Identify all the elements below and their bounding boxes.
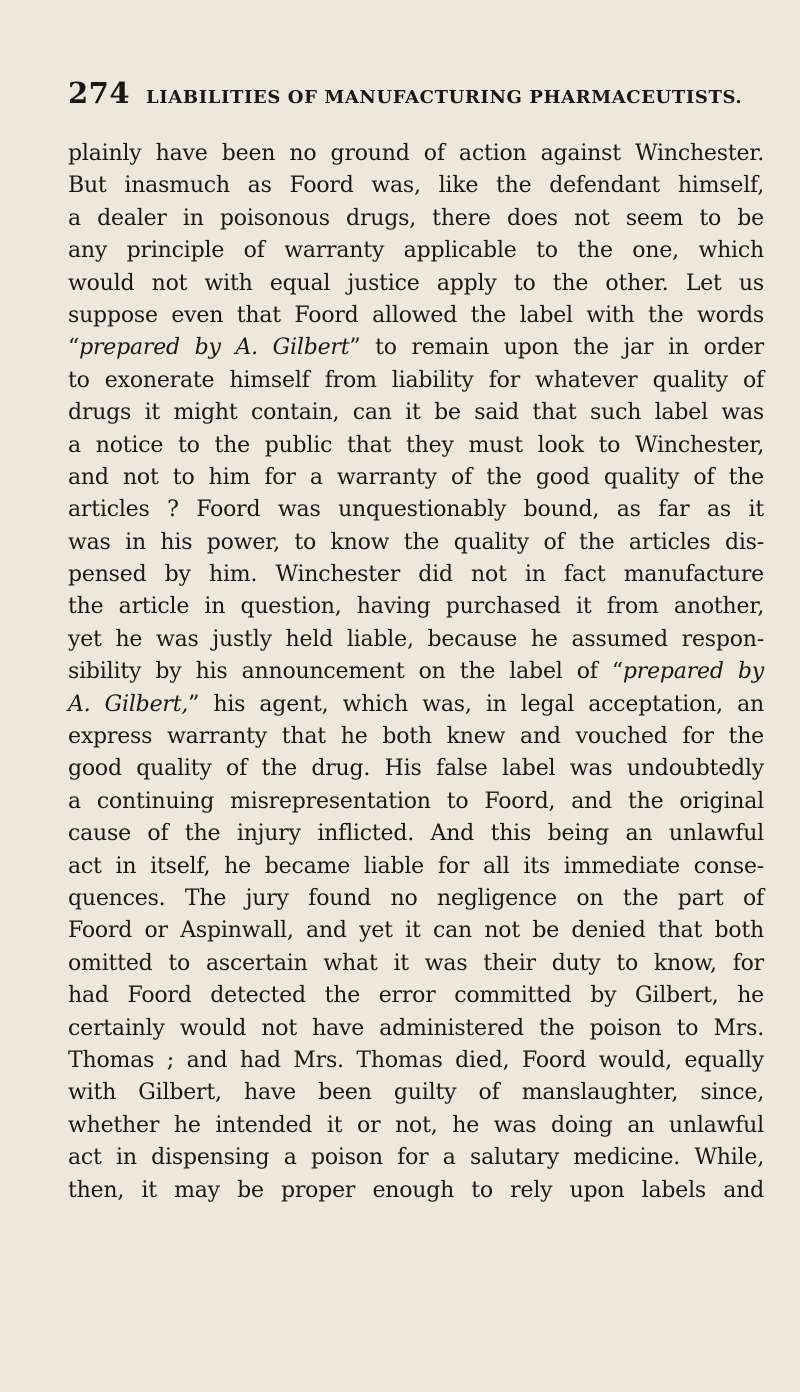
text-segment: Thomas ; and had Mrs. Thomas died, Foord would, equally — [68, 1047, 764, 1073]
text-segment: good quality of the drug. His false label was undoubtedly — [68, 756, 764, 782]
text-line — [68, 494, 764, 526]
text-line — [68, 786, 764, 818]
running-title: LIABILITIES OF MANUFACTURING PHARMACEUTISTS. — [146, 87, 743, 108]
text-line — [68, 1110, 764, 1142]
text-line — [68, 851, 764, 883]
text-segment: then, it may be proper enough to rely upon labels and — [68, 1177, 764, 1203]
body-text — [68, 138, 764, 1207]
text-segment: drugs it might contain, can it be said that such label was — [68, 400, 764, 426]
text-segment: Foord or Aspinwall, and yet it can not be denied that both — [68, 918, 764, 944]
text-segment: a dealer in poisonous drugs, there does not seem to be — [68, 205, 764, 231]
text-segment: quences. The jury found no negligence on the part of — [68, 885, 764, 911]
text-segment: would not with equal justice apply to the other. Let us — [68, 270, 764, 296]
text-segment: omitted to ascertain what it was their duty to know, for — [68, 950, 764, 976]
text-segment: certainly would not have administered the poison to Mrs. — [68, 1015, 764, 1041]
text-line — [68, 138, 764, 170]
text-segment: had Foord detected the error committed by Gilbert, he — [68, 983, 764, 1009]
italic-text: prepared by A. Gilbert — [79, 335, 350, 361]
text-line — [68, 948, 764, 980]
text-line — [68, 1142, 764, 1174]
text-line — [68, 268, 764, 300]
text-line — [68, 397, 764, 429]
text-line — [68, 235, 764, 267]
text-line — [68, 1077, 764, 1109]
text-segment: any principle of warranty applicable to the one, which — [68, 238, 764, 264]
italic-text: A. Gilbert, — [68, 691, 189, 717]
text-segment: a continuing misrepresentation to Foord, and the original — [68, 788, 764, 814]
text-line — [68, 170, 764, 202]
text-segment: the article in question, having purchased it from another, — [68, 594, 764, 620]
text-segment: whether he intended it or not, he was doing an unlawful — [68, 1112, 764, 1138]
running-head — [68, 76, 764, 116]
text-line — [68, 203, 764, 235]
text-segment: But inasmuch as Foord was, like the defendant himself, — [68, 173, 764, 199]
text-line — [68, 1045, 764, 1077]
text-line — [68, 559, 764, 591]
text-segment: ” to remain upon the jar in order — [349, 335, 764, 361]
text-segment: express warranty that he both knew and vouched for the — [68, 724, 764, 750]
text-line — [68, 1175, 764, 1207]
text-line — [68, 332, 764, 364]
text-line — [68, 915, 764, 947]
text-line — [68, 883, 764, 915]
text-segment: “ — [68, 335, 80, 361]
text-segment: sibility by his announcement on the label of “ — [68, 659, 623, 685]
text-segment: suppose even that Foord allowed the label with the words — [68, 302, 764, 328]
text-line — [68, 818, 764, 850]
text-line — [68, 624, 764, 656]
text-segment: a notice to the public that they must look to Winchester, — [68, 432, 764, 458]
text-segment: cause of the injury inflicted. And this being an unlawful — [68, 821, 764, 847]
text-line — [68, 430, 764, 462]
text-line — [68, 1013, 764, 1045]
text-line — [68, 365, 764, 397]
text-line — [68, 300, 764, 332]
text-line — [68, 462, 764, 494]
text-line — [68, 527, 764, 559]
text-segment: pensed by him. Winchester did not in fact manufacture — [68, 562, 764, 588]
text-segment: articles ? Foord was unquestionably bound, as far as it — [68, 497, 764, 523]
text-segment: to exonerate himself from liability for whatever quality of — [68, 367, 764, 393]
text-line — [68, 689, 764, 721]
text-segment: act in dispensing a poison for a salutary medicine. While, — [68, 1145, 764, 1171]
text-line — [68, 980, 764, 1012]
text-segment: was in his power, to know the quality of the articles dis- — [68, 529, 764, 555]
text-line — [68, 656, 764, 688]
text-segment: plainly have been no ground of action against Winchester. — [68, 141, 764, 166]
text-line — [68, 753, 764, 785]
text-segment: yet he was justly held liable, because he assumed respon- — [68, 626, 764, 652]
page-number: 274 — [68, 76, 131, 110]
text-line — [68, 591, 764, 623]
italic-text: prepared by — [622, 659, 764, 685]
text-line — [68, 721, 764, 753]
text-segment: act in itself, he became liable for all its immediate conse- — [68, 853, 764, 879]
text-segment: and not to him for a warranty of the good quality of the — [68, 464, 764, 490]
text-segment: ” his agent, which was, in legal acceptation, an — [188, 691, 764, 717]
text-segment: with Gilbert, have been guilty of manslaughter, since, — [68, 1080, 764, 1106]
